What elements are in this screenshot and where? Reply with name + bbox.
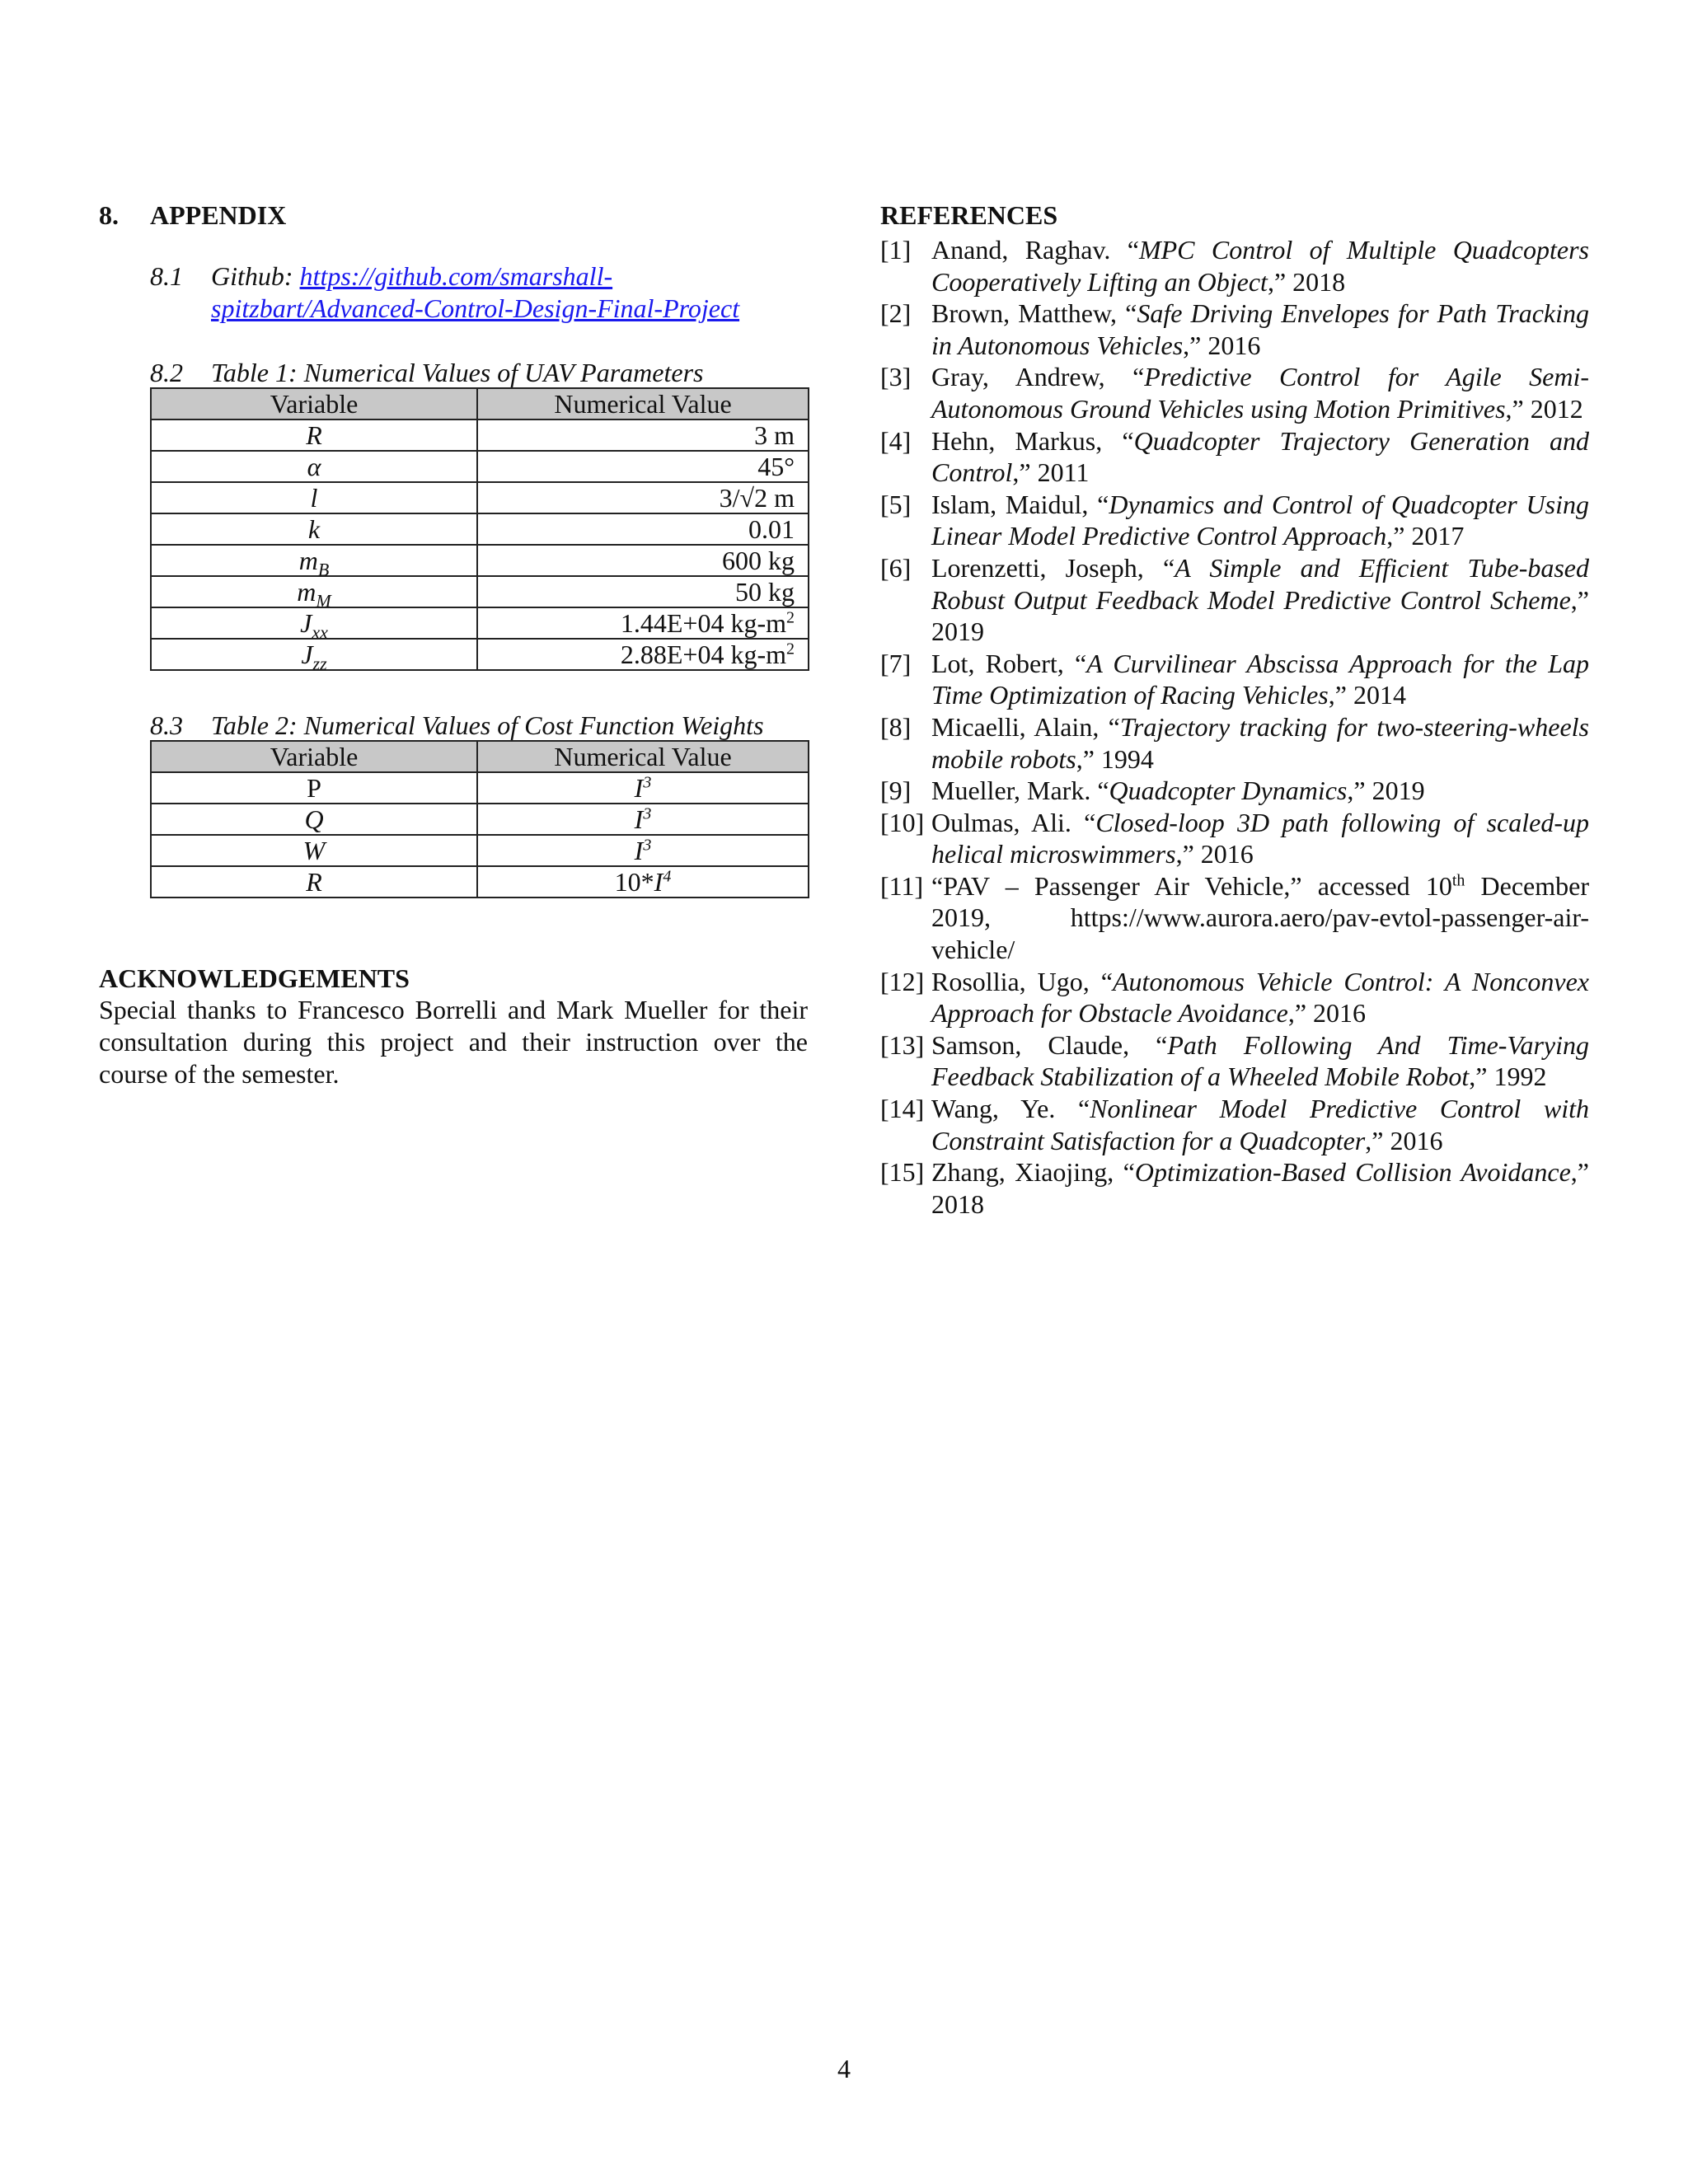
github-link-line1[interactable]: https://github.com/smarshall- xyxy=(299,261,613,291)
table-cell-value: 0.01 xyxy=(477,513,809,545)
page-number: 4 xyxy=(837,2054,851,2083)
reference-tail: ,” 2016 xyxy=(1175,839,1254,869)
reference-item xyxy=(880,1156,1589,1220)
reference-item xyxy=(880,1093,1589,1156)
github-link-line2[interactable]: spitzbart/Advanced-Control-Design-Final-Project xyxy=(211,293,740,323)
reference-author: Oulmas, Ali. “ xyxy=(931,807,1096,837)
value-superscript: 3 xyxy=(643,836,652,855)
reference-author: Mueller, Mark. “ xyxy=(931,776,1109,806)
reference-item xyxy=(880,807,1589,870)
reference-item xyxy=(880,425,1589,489)
right-column xyxy=(880,196,1589,1220)
table-cell-variable: P xyxy=(151,772,477,804)
value-text: I xyxy=(634,773,644,803)
reference-author: Lot, Robert, “ xyxy=(931,648,1087,678)
reference-title: Quadcopter Dynamics xyxy=(1109,776,1348,806)
variable-symbol: J xyxy=(301,640,313,669)
acknowledgements-heading: ACKNOWLEDGEMENTS xyxy=(99,963,410,993)
reference-author: Islam, Maidul, “ xyxy=(931,489,1109,519)
references-heading: REFERENCES xyxy=(880,200,1058,230)
table-row xyxy=(151,804,809,835)
reference-number: [5] xyxy=(880,489,912,519)
reference-tail: December 2019, https://www.aurora.aero/pav-evtol-passenger-air-vehicle/ xyxy=(931,870,1590,965)
reference-tail: ,” 2016 xyxy=(1365,1125,1443,1155)
table2-number: 8.3 xyxy=(150,710,183,740)
reference-item xyxy=(880,361,1589,424)
variable-subscript: M xyxy=(316,590,331,612)
reference-number: [12] xyxy=(880,966,925,996)
reference-author: Lorenzetti, Joseph, “ xyxy=(931,552,1175,583)
table-row xyxy=(151,607,809,639)
reference-author: Wang, Ye. “ xyxy=(931,1094,1090,1124)
table-cell-variable: k xyxy=(151,513,477,545)
reference-title: Quadcopter Trajectory Generation and Control xyxy=(931,425,1589,488)
reference-author: Micaelli, Alain, “ xyxy=(931,711,1120,742)
value-superscript: 4 xyxy=(663,867,672,886)
reference-number: [1] xyxy=(880,235,912,265)
table2-caption xyxy=(150,710,808,740)
table-header-cell: Numerical Value xyxy=(477,388,809,419)
reference-title: Optimization-Based Collision Avoidance xyxy=(1134,1157,1571,1188)
reference-tail: ,” 2016 xyxy=(1183,330,1261,360)
reference-number: [4] xyxy=(880,425,912,456)
table-cell-value xyxy=(477,772,809,804)
reference-number: [14] xyxy=(880,1094,925,1124)
reference-tail: ,” 2014 xyxy=(1328,680,1406,710)
acknowledgements-text: Special thanks to Francesco Borrelli and Mark Mueller for their consultation during this project and their instruction over the course of the semester. xyxy=(99,995,808,1089)
table1-number: 8.2 xyxy=(150,358,183,387)
table-row xyxy=(151,482,809,513)
left-column xyxy=(99,196,808,1090)
value-text: I xyxy=(654,867,663,897)
table-cell-value xyxy=(477,804,809,835)
table1-caption-text: Table 1: Numerical Values of UAV Parameters xyxy=(211,358,704,387)
table-cell-value xyxy=(477,639,809,670)
table-row xyxy=(151,545,809,576)
reference-author: Rosollia, Ugo, “ xyxy=(931,966,1113,996)
reference-item xyxy=(880,966,1589,1029)
reference-item xyxy=(880,711,1589,775)
reference-item xyxy=(880,234,1589,298)
reference-tail: ,” 2017 xyxy=(1386,521,1465,551)
variable-subscript: B xyxy=(317,559,330,580)
table-row xyxy=(151,513,809,545)
reference-title: Closed-loop 3D path following of scaled-up helical microswimmers xyxy=(931,807,1590,869)
variable-subscript: xx xyxy=(312,621,328,643)
reference-number: [2] xyxy=(880,298,912,329)
table-cell-variable: α xyxy=(151,451,477,482)
reference-tail: ,” 1994 xyxy=(1076,743,1154,774)
table-cell-variable: l xyxy=(151,482,477,513)
table-cell-variable xyxy=(151,545,477,580)
reference-tail: ,” 2016 xyxy=(1287,998,1367,1029)
table1-caption xyxy=(150,358,808,387)
value-superscript: 2 xyxy=(786,640,795,658)
table-cell-variable: R xyxy=(151,866,477,898)
table-cell-value: 3 m xyxy=(477,419,809,451)
table-header-cell: Numerical Value xyxy=(477,741,809,772)
reference-title: Predictive Control for Agile Semi-Autonomous Ground Vehicles using Motion Primitives xyxy=(931,362,1590,424)
value-text: I xyxy=(634,836,644,865)
reference-number: [11] xyxy=(880,870,924,901)
appendix-number: 8. xyxy=(99,200,119,230)
table-cell-variable: Q xyxy=(151,804,477,835)
table-cell-value xyxy=(477,866,809,898)
reference-number: [6] xyxy=(880,552,912,583)
reference-item xyxy=(880,870,1589,966)
reference-item xyxy=(880,298,1589,361)
table-row xyxy=(151,835,809,866)
table-cell-variable: W xyxy=(151,835,477,866)
table-cell-value: 45° xyxy=(477,451,809,482)
reference-title: MPC Control of Multiple Quadcopters Cooperatively Lifting an Object xyxy=(931,235,1589,297)
reference-title: A Simple and Efficient Tube-based Robust Output Feedback Model Predictive Control Scheme xyxy=(931,552,1590,615)
table-row xyxy=(151,576,809,607)
reference-author: Brown, Matthew, “ xyxy=(931,298,1137,329)
table-header-cell: Variable xyxy=(151,741,477,772)
reference-item xyxy=(880,775,1589,807)
value-prefix: 10* xyxy=(614,867,654,897)
value-text: 2.88E+04 kg-m xyxy=(620,640,786,669)
reference-author: Gray, Andrew, “ xyxy=(931,362,1145,392)
reference-author: “PAV – Passenger Air Vehicle,” accessed 10 xyxy=(931,870,1452,901)
reference-title: Safe Driving Envelopes for Path Tracking in Autonomous Vehicles xyxy=(931,298,1589,360)
reference-title: Path Following And Time-Varying Feedback Stabilization of a Wheeled Mobile Robot xyxy=(931,1029,1590,1092)
table-cell-variable xyxy=(151,576,477,612)
reference-tail: ,” 2018 xyxy=(1267,266,1346,297)
table1 xyxy=(150,387,809,674)
table-row xyxy=(151,639,809,670)
reference-title: Autonomous Vehicle Control: A Nonconvex Approach for Obstacle Avoidance xyxy=(931,966,1590,1029)
reference-author: Anand, Raghav. “ xyxy=(931,235,1139,265)
table2 xyxy=(150,740,809,898)
reference-title: A Curvilinear Abscissa Approach for the Lap Time Optimization of Racing Vehicles xyxy=(931,648,1589,710)
reference-tail: ,” 2019 xyxy=(1347,776,1425,806)
table-cell-value xyxy=(477,835,809,866)
table-row xyxy=(151,419,809,451)
reference-tail: ,” 1992 xyxy=(1469,1062,1547,1092)
github-subsection xyxy=(150,260,808,325)
reference-tail: ,” 2012 xyxy=(1505,393,1583,424)
github-number: 8.1 xyxy=(150,261,183,291)
table-cell-variable: R xyxy=(151,419,477,451)
reference-number: [8] xyxy=(880,711,912,742)
value-text: I xyxy=(634,804,644,834)
value-text: 1.44E+04 kg-m xyxy=(620,608,786,638)
variable-symbol: J xyxy=(300,608,312,638)
reference-tail: ,” 2019 xyxy=(931,584,1589,647)
reference-number: [7] xyxy=(880,648,912,678)
reference-tail: ,” 2018 xyxy=(931,1157,1589,1219)
table-cell-value: 50 kg xyxy=(477,576,809,607)
table-cell-value: 3/√2 m xyxy=(477,482,809,513)
value-superscript: 3 xyxy=(643,773,652,792)
table-cell-variable xyxy=(151,607,477,643)
reference-number: [10] xyxy=(880,807,925,837)
reference-item xyxy=(880,552,1589,648)
table-header-cell: Variable xyxy=(151,388,477,419)
table-row xyxy=(151,772,809,804)
table-cell-value: 600 kg xyxy=(477,545,809,576)
reference-title: Trajectory tracking for two-steering-wheels mobile robots xyxy=(931,711,1589,774)
reference-number: [15] xyxy=(880,1157,925,1188)
reference-author: Samson, Claude, “ xyxy=(931,1029,1168,1060)
table-row xyxy=(151,866,809,898)
table-header-row xyxy=(151,741,809,772)
table-cell-variable xyxy=(151,639,477,674)
reference-superscript: th xyxy=(1451,871,1465,890)
value-superscript: 2 xyxy=(786,608,795,627)
table-cell-value xyxy=(477,607,809,639)
appendix-title: APPENDIX xyxy=(150,200,287,230)
table-row xyxy=(151,451,809,482)
table-header-row xyxy=(151,388,809,419)
reference-author: Hehn, Markus, “ xyxy=(931,425,1134,456)
reference-tail: ,” 2011 xyxy=(1012,457,1090,488)
variable-symbol: m xyxy=(297,577,316,607)
reference-item xyxy=(880,1029,1589,1093)
reference-title: Dynamics and Control of Quadcopter Using Linear Model Predictive Control Approach xyxy=(931,489,1590,551)
reference-number: [9] xyxy=(880,776,912,806)
github-label: Github: xyxy=(211,261,293,291)
reference-author: Zhang, Xiaojing, “ xyxy=(931,1157,1135,1188)
reference-title: Nonlinear Model Predictive Control with Constraint Satisfaction for a Quadcopter xyxy=(931,1094,1590,1155)
reference-number: [3] xyxy=(880,362,912,392)
variable-symbol: m xyxy=(298,546,318,575)
table2-caption-text: Table 2: Numerical Values of Cost Function Weights xyxy=(211,710,764,740)
reference-number: [13] xyxy=(880,1029,925,1060)
value-superscript: 3 xyxy=(643,804,652,823)
reference-item xyxy=(880,648,1589,711)
reference-item xyxy=(880,489,1589,552)
appendix-heading xyxy=(99,196,808,234)
references-list xyxy=(880,234,1589,1220)
variable-subscript: zz xyxy=(312,653,327,674)
